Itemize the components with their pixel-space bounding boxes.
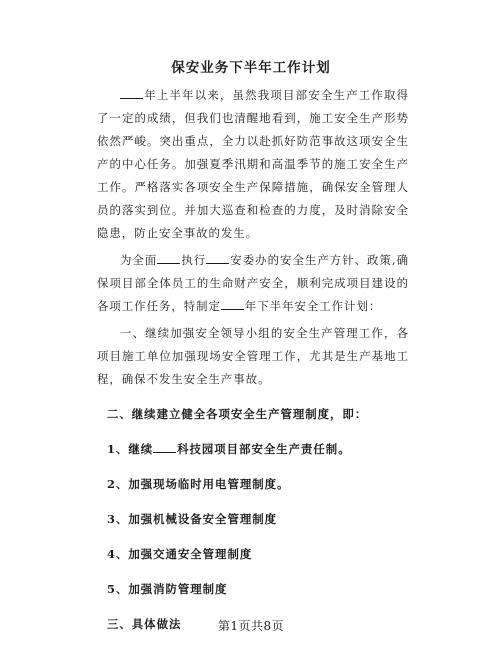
blank-underline <box>120 88 143 99</box>
list-item-1 <box>97 438 409 461</box>
list-item-1-part-2: 科技园项目部安全生产责任制。 <box>177 442 351 456</box>
list-item-5: 5、加强消防管理制度 <box>107 582 228 596</box>
document-title: 保安业务下半年工作计划 <box>171 60 331 76</box>
list-item-1-part-1: 1、继续 <box>107 442 154 456</box>
section-heading-3: 三、具体做法 <box>107 617 182 631</box>
list-item-2: 2、加强现场临时用电管理制度。 <box>107 477 290 491</box>
paragraph-2 <box>97 249 409 318</box>
paragraph-3-text: 一、继续加强安全领导小组的安全生产管理工作，各项目施工单位加强现场安全管理工作，尤其是生产基地工程，确保不发生安全生产事故。 <box>97 326 409 386</box>
blank-underline <box>221 299 244 310</box>
page-number-footer: 第1页共8页 <box>217 619 285 633</box>
paragraph-2-part-3: 安委办的安全生产方针、政策,确保项目部全体员工的生命财产安全，顺利完成项目建设的各项工作任务，特制定 <box>97 253 409 313</box>
paragraph-3 <box>97 322 409 391</box>
blank-underline <box>206 253 229 264</box>
paragraph-2-part-4: 年下半年安全工作计划： <box>244 299 382 313</box>
blank-underline <box>153 442 176 453</box>
paragraph-2-part-2: 执行 <box>181 253 207 267</box>
paragraph-2-part-1: 为全面 <box>120 253 158 267</box>
section-heading-2: 二、继续建立健全各项安全生产管理制度，即： <box>107 407 368 421</box>
list-item-4: 4、加强交通安全管理制度 <box>107 547 253 561</box>
paragraph-1 <box>97 84 409 245</box>
document-body <box>97 84 409 636</box>
list-item-3: 3、加强机械设备安全管理制度 <box>107 512 278 526</box>
paragraph-1-text: 年上半年以来，虽然我项目部安全生产工作取得了一定的成绩，但我们也清醒地看到，施工安全生产形势依然严峻。突出重点，全力以赴抓好防范事故这项安全生产的中心任务。加强夏季汛期和高温季节的施工安全生产工作。严格落实各项安全生产保障措施，确保安全管理人员的落实到位。并加大巡查和检查的力度，及时消除安全隐患，防止安全事故的发生。 <box>97 88 409 240</box>
blank-underline <box>157 253 180 264</box>
